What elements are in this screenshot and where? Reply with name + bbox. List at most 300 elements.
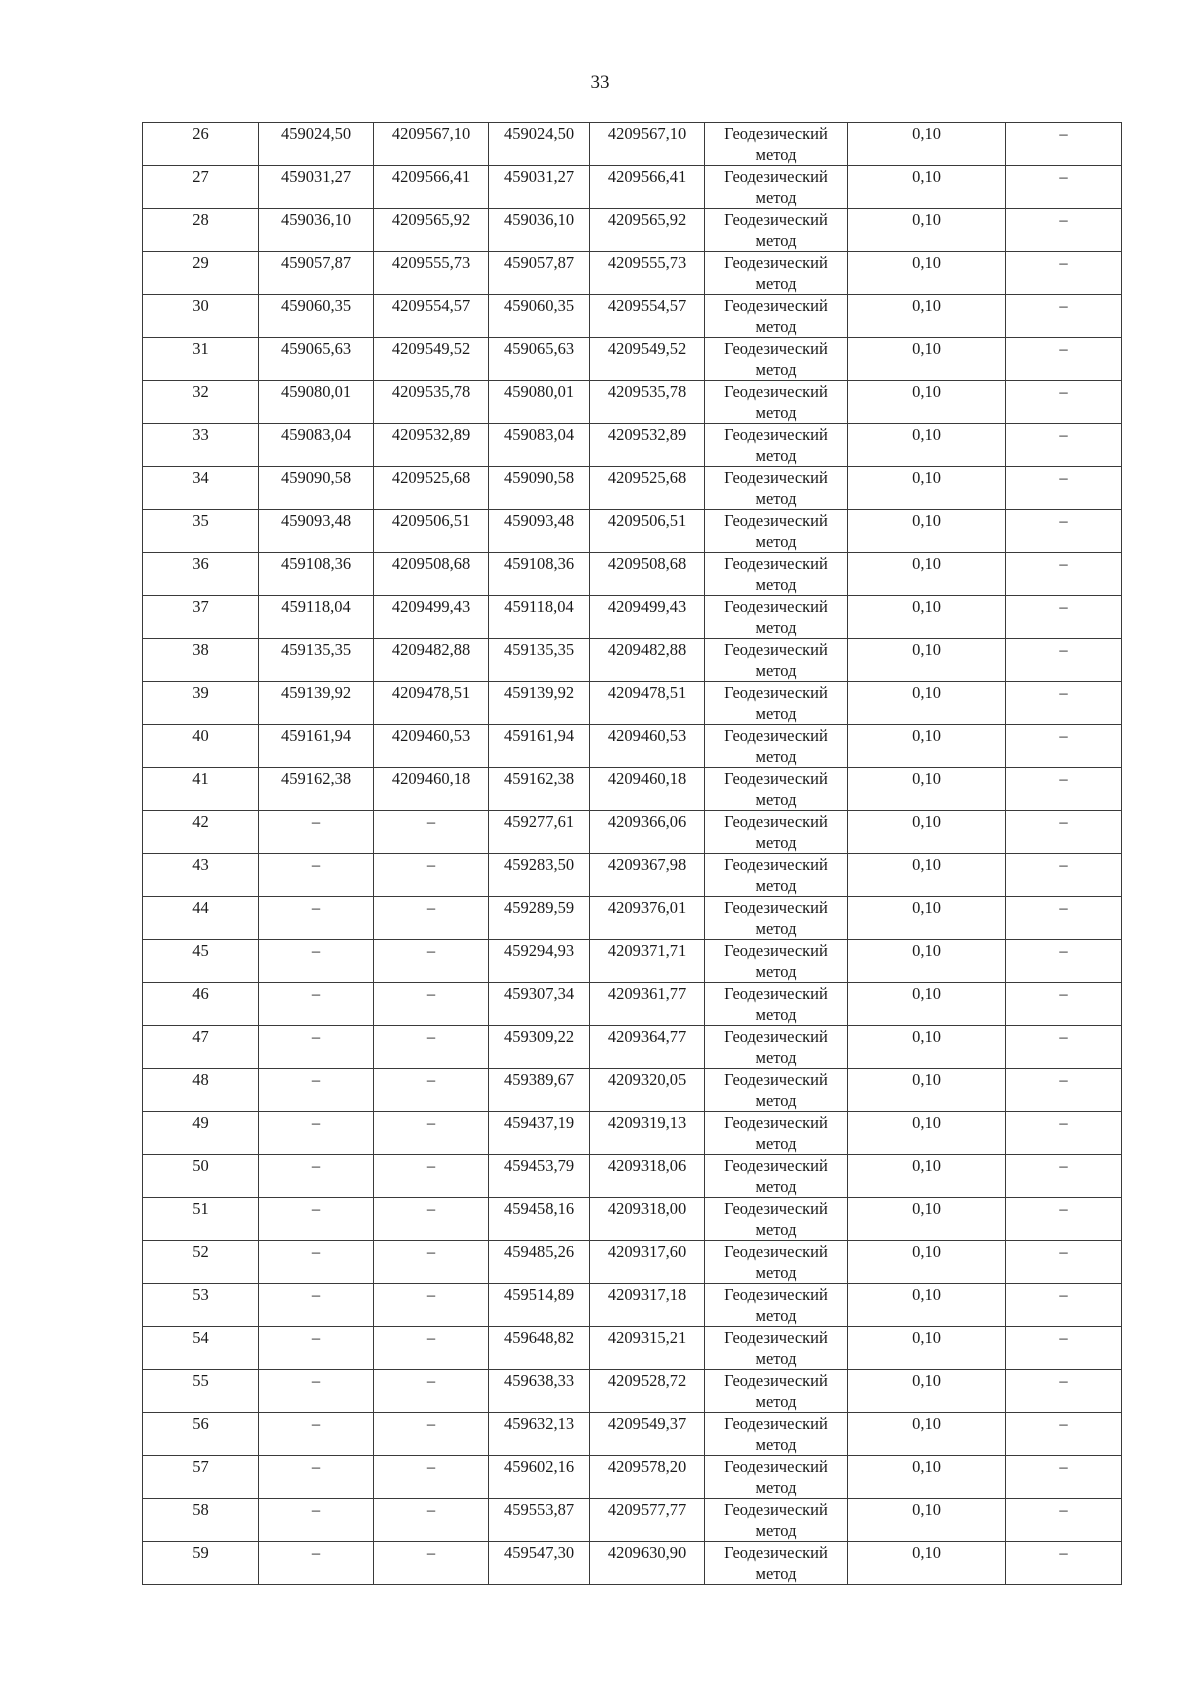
table-row <box>143 940 1122 983</box>
note-cell: – <box>1006 1542 1122 1585</box>
table-row <box>143 1241 1122 1284</box>
method-line-1: Геодезический <box>724 769 828 788</box>
old-y-cell: 4209482,88 <box>374 639 489 682</box>
method-cell <box>705 1456 848 1499</box>
method-cell <box>705 1327 848 1370</box>
accuracy-cell: 0,10 <box>848 209 1006 252</box>
method-line-1: Геодезический <box>724 511 828 530</box>
new-x-cell: 459060,35 <box>489 295 590 338</box>
note-cell: – <box>1006 897 1122 940</box>
method-cell <box>705 1241 848 1284</box>
point-number-cell: 29 <box>143 252 259 295</box>
method-line-2: метод <box>755 274 797 293</box>
new-y-cell: 4209315,21 <box>590 1327 705 1370</box>
note-cell: – <box>1006 1327 1122 1370</box>
table-row <box>143 725 1122 768</box>
old-y-cell: – <box>374 1026 489 1069</box>
table-row <box>143 1069 1122 1112</box>
method-cell <box>705 424 848 467</box>
point-number-cell: 41 <box>143 768 259 811</box>
new-y-cell: 4209367,98 <box>590 854 705 897</box>
method-line-2: метод <box>755 790 797 809</box>
new-y-cell: 4209460,18 <box>590 768 705 811</box>
new-y-cell: 4209566,41 <box>590 166 705 209</box>
new-y-cell: 4209364,77 <box>590 1026 705 1069</box>
old-x-cell: – <box>259 1198 374 1241</box>
accuracy-cell: 0,10 <box>848 123 1006 166</box>
method-cell <box>705 553 848 596</box>
old-x-cell: 459135,35 <box>259 639 374 682</box>
point-number-cell: 58 <box>143 1499 259 1542</box>
new-x-cell: 459090,58 <box>489 467 590 510</box>
accuracy-cell: 0,10 <box>848 1499 1006 1542</box>
old-y-cell: – <box>374 1327 489 1370</box>
method-line-2: метод <box>755 575 797 594</box>
method-line-2: метод <box>755 489 797 508</box>
method-line-2: метод <box>755 1091 797 1110</box>
note-cell: – <box>1006 940 1122 983</box>
accuracy-cell: 0,10 <box>848 252 1006 295</box>
new-y-cell: 4209555,73 <box>590 252 705 295</box>
note-cell: – <box>1006 252 1122 295</box>
note-cell: – <box>1006 1155 1122 1198</box>
accuracy-cell: 0,10 <box>848 1413 1006 1456</box>
method-line-2: метод <box>755 1521 797 1540</box>
method-line-2: метод <box>755 704 797 723</box>
old-y-cell: – <box>374 1112 489 1155</box>
old-y-cell: 4209460,53 <box>374 725 489 768</box>
old-x-cell: 459060,35 <box>259 295 374 338</box>
new-x-cell: 459139,92 <box>489 682 590 725</box>
accuracy-cell: 0,10 <box>848 1327 1006 1370</box>
point-number-cell: 31 <box>143 338 259 381</box>
old-y-cell: 4209567,10 <box>374 123 489 166</box>
method-line-1: Геодезический <box>724 984 828 1003</box>
table-row <box>143 854 1122 897</box>
method-line-1: Геодезический <box>724 167 828 186</box>
note-cell: – <box>1006 1499 1122 1542</box>
new-y-cell: 4209361,77 <box>590 983 705 1026</box>
table-row <box>143 1370 1122 1413</box>
method-line-2: метод <box>755 317 797 336</box>
accuracy-cell: 0,10 <box>848 553 1006 596</box>
accuracy-cell: 0,10 <box>848 295 1006 338</box>
method-line-1: Геодезический <box>724 124 828 143</box>
method-cell <box>705 1026 848 1069</box>
method-cell <box>705 166 848 209</box>
method-line-2: метод <box>755 1435 797 1454</box>
method-cell <box>705 897 848 940</box>
table-row <box>143 897 1122 940</box>
table-row <box>143 1284 1122 1327</box>
method-line-1: Геодезический <box>724 468 828 487</box>
method-line-1: Геодезический <box>724 1371 828 1390</box>
note-cell: – <box>1006 424 1122 467</box>
accuracy-cell: 0,10 <box>848 811 1006 854</box>
method-line-1: Геодезический <box>724 812 828 831</box>
table-row <box>143 768 1122 811</box>
old-x-cell: 459162,38 <box>259 768 374 811</box>
point-number-cell: 59 <box>143 1542 259 1585</box>
new-x-cell: 459093,48 <box>489 510 590 553</box>
point-number-cell: 36 <box>143 553 259 596</box>
note-cell: – <box>1006 1456 1122 1499</box>
point-number-cell: 39 <box>143 682 259 725</box>
method-cell <box>705 1112 848 1155</box>
old-x-cell: – <box>259 940 374 983</box>
old-x-cell: 459093,48 <box>259 510 374 553</box>
accuracy-cell: 0,10 <box>848 1198 1006 1241</box>
old-y-cell: 4209506,51 <box>374 510 489 553</box>
new-y-cell: 4209478,51 <box>590 682 705 725</box>
old-x-cell: 459161,94 <box>259 725 374 768</box>
method-line-1: Геодезический <box>724 941 828 960</box>
note-cell: – <box>1006 338 1122 381</box>
new-y-cell: 4209460,53 <box>590 725 705 768</box>
point-number-cell: 33 <box>143 424 259 467</box>
point-number-cell: 45 <box>143 940 259 983</box>
method-line-1: Геодезический <box>724 1027 828 1046</box>
old-x-cell: – <box>259 1284 374 1327</box>
point-number-cell: 57 <box>143 1456 259 1499</box>
accuracy-cell: 0,10 <box>848 983 1006 1026</box>
point-number-cell: 55 <box>143 1370 259 1413</box>
accuracy-cell: 0,10 <box>848 1542 1006 1585</box>
method-cell <box>705 467 848 510</box>
new-x-cell: 459161,94 <box>489 725 590 768</box>
method-line-1: Геодезический <box>724 1242 828 1261</box>
method-line-2: метод <box>755 876 797 895</box>
table-row <box>143 252 1122 295</box>
old-y-cell: – <box>374 1542 489 1585</box>
point-number-cell: 40 <box>143 725 259 768</box>
method-line-1: Геодезический <box>724 1414 828 1433</box>
old-x-cell: – <box>259 811 374 854</box>
table-row <box>143 467 1122 510</box>
old-x-cell: – <box>259 1499 374 1542</box>
old-x-cell: – <box>259 1413 374 1456</box>
table-row <box>143 639 1122 682</box>
method-cell <box>705 295 848 338</box>
table-row <box>143 596 1122 639</box>
old-y-cell: – <box>374 854 489 897</box>
new-x-cell: 459458,16 <box>489 1198 590 1241</box>
note-cell: – <box>1006 725 1122 768</box>
new-y-cell: 4209554,57 <box>590 295 705 338</box>
method-cell <box>705 1069 848 1112</box>
accuracy-cell: 0,10 <box>848 1370 1006 1413</box>
new-y-cell: 4209506,51 <box>590 510 705 553</box>
table-row <box>143 682 1122 725</box>
method-line-1: Геодезический <box>724 339 828 358</box>
old-x-cell: – <box>259 1026 374 1069</box>
method-line-2: метод <box>755 403 797 422</box>
point-number-cell: 30 <box>143 295 259 338</box>
new-x-cell: 459602,16 <box>489 1456 590 1499</box>
new-x-cell: 459485,26 <box>489 1241 590 1284</box>
old-x-cell: 459083,04 <box>259 424 374 467</box>
new-x-cell: 459289,59 <box>489 897 590 940</box>
method-line-1: Геодезический <box>724 1500 828 1519</box>
method-line-1: Геодезический <box>724 726 828 745</box>
method-cell <box>705 854 848 897</box>
old-x-cell: – <box>259 897 374 940</box>
accuracy-cell: 0,10 <box>848 596 1006 639</box>
old-y-cell: 4209460,18 <box>374 768 489 811</box>
new-y-cell: 4209532,89 <box>590 424 705 467</box>
old-y-cell: 4209565,92 <box>374 209 489 252</box>
accuracy-cell: 0,10 <box>848 940 1006 983</box>
old-y-cell: – <box>374 940 489 983</box>
new-y-cell: 4209317,60 <box>590 1241 705 1284</box>
method-cell <box>705 639 848 682</box>
new-y-cell: 4209366,06 <box>590 811 705 854</box>
accuracy-cell: 0,10 <box>848 639 1006 682</box>
point-number-cell: 48 <box>143 1069 259 1112</box>
method-cell <box>705 123 848 166</box>
new-y-cell: 4209567,10 <box>590 123 705 166</box>
method-line-1: Геодезический <box>724 1070 828 1089</box>
point-number-cell: 49 <box>143 1112 259 1155</box>
point-number-cell: 42 <box>143 811 259 854</box>
point-number-cell: 35 <box>143 510 259 553</box>
method-line-2: метод <box>755 1349 797 1368</box>
new-x-cell: 459083,04 <box>489 424 590 467</box>
new-y-cell: 4209482,88 <box>590 639 705 682</box>
accuracy-cell: 0,10 <box>848 854 1006 897</box>
new-y-cell: 4209565,92 <box>590 209 705 252</box>
method-line-1: Геодезический <box>724 855 828 874</box>
note-cell: – <box>1006 467 1122 510</box>
note-cell: – <box>1006 1198 1122 1241</box>
accuracy-cell: 0,10 <box>848 768 1006 811</box>
old-y-cell: – <box>374 1456 489 1499</box>
note-cell: – <box>1006 209 1122 252</box>
new-x-cell: 459437,19 <box>489 1112 590 1155</box>
method-line-2: метод <box>755 1177 797 1196</box>
new-y-cell: 4209508,68 <box>590 553 705 596</box>
note-cell: – <box>1006 1284 1122 1327</box>
method-cell <box>705 209 848 252</box>
accuracy-cell: 0,10 <box>848 725 1006 768</box>
note-cell: – <box>1006 1069 1122 1112</box>
new-x-cell: 459277,61 <box>489 811 590 854</box>
method-cell <box>705 768 848 811</box>
method-line-1: Геодезический <box>724 1199 828 1218</box>
new-x-cell: 459031,27 <box>489 166 590 209</box>
new-x-cell: 459638,33 <box>489 1370 590 1413</box>
note-cell: – <box>1006 381 1122 424</box>
new-y-cell: 4209577,77 <box>590 1499 705 1542</box>
new-y-cell: 4209528,72 <box>590 1370 705 1413</box>
method-line-2: метод <box>755 1306 797 1325</box>
table-row <box>143 510 1122 553</box>
old-y-cell: 4209478,51 <box>374 682 489 725</box>
table-row <box>143 338 1122 381</box>
old-x-cell: – <box>259 1370 374 1413</box>
method-cell <box>705 510 848 553</box>
method-line-1: Геодезический <box>724 1543 828 1562</box>
old-y-cell: – <box>374 1284 489 1327</box>
note-cell: – <box>1006 854 1122 897</box>
note-cell: – <box>1006 1413 1122 1456</box>
note-cell: – <box>1006 1370 1122 1413</box>
old-y-cell: 4209508,68 <box>374 553 489 596</box>
method-line-2: метод <box>755 360 797 379</box>
method-cell <box>705 1198 848 1241</box>
old-y-cell: – <box>374 811 489 854</box>
note-cell: – <box>1006 682 1122 725</box>
note-cell: – <box>1006 553 1122 596</box>
old-y-cell: – <box>374 983 489 1026</box>
method-cell <box>705 381 848 424</box>
coordinates-table <box>142 122 1122 1585</box>
table-body <box>143 123 1122 1585</box>
method-line-1: Геодезический <box>724 1113 828 1132</box>
accuracy-cell: 0,10 <box>848 1456 1006 1499</box>
new-y-cell: 4209376,01 <box>590 897 705 940</box>
new-x-cell: 459553,87 <box>489 1499 590 1542</box>
method-cell <box>705 1499 848 1542</box>
old-x-cell: – <box>259 1542 374 1585</box>
method-line-2: метод <box>755 1564 797 1583</box>
new-y-cell: 4209549,52 <box>590 338 705 381</box>
new-y-cell: 4209318,06 <box>590 1155 705 1198</box>
new-x-cell: 459162,38 <box>489 768 590 811</box>
old-y-cell: 4209499,43 <box>374 596 489 639</box>
note-cell: – <box>1006 1026 1122 1069</box>
method-line-2: метод <box>755 188 797 207</box>
table-row <box>143 209 1122 252</box>
method-line-2: метод <box>755 1134 797 1153</box>
point-number-cell: 51 <box>143 1198 259 1241</box>
point-number-cell: 52 <box>143 1241 259 1284</box>
old-y-cell: – <box>374 1413 489 1456</box>
new-x-cell: 459024,50 <box>489 123 590 166</box>
method-line-2: метод <box>755 1048 797 1067</box>
old-x-cell: 459031,27 <box>259 166 374 209</box>
accuracy-cell: 0,10 <box>848 166 1006 209</box>
method-cell <box>705 1155 848 1198</box>
method-line-1: Геодезический <box>724 597 828 616</box>
point-number-cell: 34 <box>143 467 259 510</box>
old-y-cell: – <box>374 1155 489 1198</box>
method-line-2: метод <box>755 833 797 852</box>
old-y-cell: – <box>374 1499 489 1542</box>
method-line-2: метод <box>755 618 797 637</box>
accuracy-cell: 0,10 <box>848 338 1006 381</box>
new-x-cell: 459389,67 <box>489 1069 590 1112</box>
method-line-1: Геодезический <box>724 898 828 917</box>
point-number-cell: 27 <box>143 166 259 209</box>
method-line-2: метод <box>755 532 797 551</box>
new-x-cell: 459108,36 <box>489 553 590 596</box>
new-y-cell: 4209535,78 <box>590 381 705 424</box>
method-line-1: Геодезический <box>724 554 828 573</box>
new-x-cell: 459514,89 <box>489 1284 590 1327</box>
old-x-cell: – <box>259 1155 374 1198</box>
old-y-cell: 4209535,78 <box>374 381 489 424</box>
old-x-cell: – <box>259 1112 374 1155</box>
method-cell <box>705 338 848 381</box>
accuracy-cell: 0,10 <box>848 1026 1006 1069</box>
old-y-cell: – <box>374 1241 489 1284</box>
accuracy-cell: 0,10 <box>848 424 1006 467</box>
accuracy-cell: 0,10 <box>848 1155 1006 1198</box>
note-cell: – <box>1006 639 1122 682</box>
table-row <box>143 1327 1122 1370</box>
old-y-cell: 4209555,73 <box>374 252 489 295</box>
note-cell: – <box>1006 123 1122 166</box>
new-x-cell: 459648,82 <box>489 1327 590 1370</box>
new-x-cell: 459307,34 <box>489 983 590 1026</box>
method-cell <box>705 983 848 1026</box>
old-x-cell: – <box>259 854 374 897</box>
old-x-cell: – <box>259 1069 374 1112</box>
table-row <box>143 123 1122 166</box>
method-line-2: метод <box>755 1392 797 1411</box>
new-x-cell: 459065,63 <box>489 338 590 381</box>
old-y-cell: – <box>374 1370 489 1413</box>
new-y-cell: 4209578,20 <box>590 1456 705 1499</box>
method-cell <box>705 682 848 725</box>
table-row <box>143 1456 1122 1499</box>
method-cell <box>705 811 848 854</box>
method-line-1: Геодезический <box>724 1285 828 1304</box>
accuracy-cell: 0,10 <box>848 510 1006 553</box>
new-x-cell: 459118,04 <box>489 596 590 639</box>
point-number-cell: 32 <box>143 381 259 424</box>
point-number-cell: 38 <box>143 639 259 682</box>
new-x-cell: 459453,79 <box>489 1155 590 1198</box>
new-y-cell: 4209317,18 <box>590 1284 705 1327</box>
old-y-cell: – <box>374 1069 489 1112</box>
new-y-cell: 4209318,00 <box>590 1198 705 1241</box>
old-x-cell: 459139,92 <box>259 682 374 725</box>
method-cell <box>705 1413 848 1456</box>
new-x-cell: 459036,10 <box>489 209 590 252</box>
new-y-cell: 4209499,43 <box>590 596 705 639</box>
note-cell: – <box>1006 1241 1122 1284</box>
note-cell: – <box>1006 596 1122 639</box>
point-number-cell: 47 <box>143 1026 259 1069</box>
point-number-cell: 28 <box>143 209 259 252</box>
point-number-cell: 56 <box>143 1413 259 1456</box>
new-y-cell: 4209549,37 <box>590 1413 705 1456</box>
point-number-cell: 50 <box>143 1155 259 1198</box>
old-x-cell: – <box>259 1456 374 1499</box>
page-number: 33 <box>590 72 610 93</box>
point-number-cell: 53 <box>143 1284 259 1327</box>
old-y-cell: 4209525,68 <box>374 467 489 510</box>
old-y-cell: 4209549,52 <box>374 338 489 381</box>
accuracy-cell: 0,10 <box>848 1069 1006 1112</box>
method-line-1: Геодезический <box>724 1457 828 1476</box>
table-row <box>143 1026 1122 1069</box>
method-line-2: метод <box>755 231 797 250</box>
accuracy-cell: 0,10 <box>848 1241 1006 1284</box>
new-x-cell: 459283,50 <box>489 854 590 897</box>
point-number-cell: 26 <box>143 123 259 166</box>
old-y-cell: 4209566,41 <box>374 166 489 209</box>
table-row <box>143 1542 1122 1585</box>
old-x-cell: 459065,63 <box>259 338 374 381</box>
method-line-1: Геодезический <box>724 253 828 272</box>
point-number-cell: 46 <box>143 983 259 1026</box>
new-x-cell: 459632,13 <box>489 1413 590 1456</box>
method-line-2: метод <box>755 1005 797 1024</box>
accuracy-cell: 0,10 <box>848 682 1006 725</box>
